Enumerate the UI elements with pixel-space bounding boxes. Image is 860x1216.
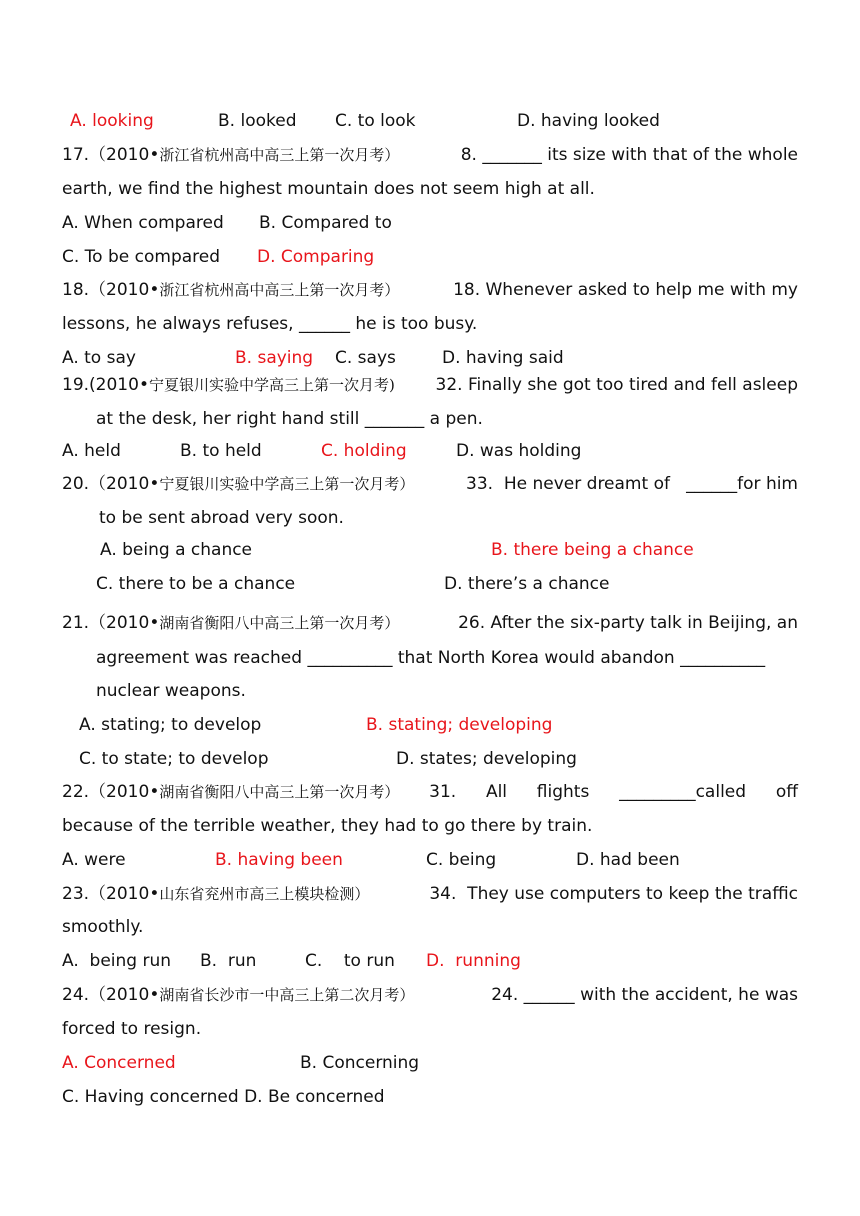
q23-option-a: A. being run: [62, 951, 172, 971]
q22-stem-w1: All: [485, 782, 508, 802]
q21-stem-cont-text: agreement was reached __________ that North Korea would abandon __________: [96, 648, 766, 668]
q16-option-b: B. looked: [218, 111, 297, 131]
q16-option-c: C. to look: [335, 111, 416, 131]
q24-dot: •: [149, 985, 160, 1005]
q23-header: [62, 883, 798, 905]
q19-stem-cont: at the desk, her right hand still _______ a pen.: [96, 409, 483, 429]
q22-option-a: A. were: [62, 850, 126, 870]
q18-dot: •: [149, 280, 160, 300]
q18-number: 18.（2010: [62, 280, 150, 300]
q24-option-a-answer: A. Concerned: [62, 1053, 176, 1073]
q18-option-a: A. to say: [62, 348, 136, 368]
q21-header: [62, 612, 798, 634]
q22-dot: •: [149, 782, 160, 802]
q18-option-b-answer: B. saying: [235, 348, 314, 368]
q22-option-d: D. had been: [576, 850, 680, 870]
q19-option-d: D. was holding: [456, 441, 582, 461]
q22-option-b-answer: B. having been: [215, 850, 343, 870]
q21-option-c: C. to state; to develop: [79, 749, 269, 769]
q18-source: 浙江省杭州高中高三上第一次月考）: [159, 281, 400, 299]
q20-source: 宁夏银川实验中学高三上第一次月考）: [159, 475, 415, 493]
q23-option-c: C. to run: [305, 951, 395, 971]
q20-header: [62, 473, 798, 495]
q22-stem-w2: flights: [536, 782, 590, 802]
q24-stem: 24. ______ with the accident, he was: [491, 985, 798, 1005]
q21-stem: 26. After the six-party talk in Beijing, an: [458, 613, 798, 633]
q21-option-a: A. stating; to develop: [79, 715, 262, 735]
q21-stem-cont2: nuclear weapons.: [96, 681, 246, 701]
q21-dot: •: [149, 613, 160, 633]
q17-number: 17.（2010: [62, 145, 150, 165]
q22-option-c: C. being: [426, 850, 497, 870]
q19-stem: 32. Finally she got too tired and fell asleep: [435, 375, 798, 395]
q21-option-b-answer: B. stating; developing: [366, 715, 553, 735]
q22-number: 22.（2010: [62, 782, 150, 802]
q17-option-c: C. To be compared: [62, 247, 221, 267]
q17-stem-cont: earth, we find the highest mountain does not seem high at all.: [62, 179, 595, 199]
q19-header: [62, 374, 798, 396]
q23-stem-cont: smoothly.: [62, 917, 144, 937]
q17-source: 浙江省杭州高中高三上第一次月考）: [159, 146, 400, 164]
q19-source: 宁夏银川实验中学高三上第一次月考): [148, 376, 395, 394]
q21-source: 湖南省衡阳八中高三上第一次月考）: [159, 614, 400, 632]
q23-stem: 34. They use computers to keep the traffic: [429, 884, 798, 904]
q20-option-a: A. being a chance: [100, 540, 253, 560]
q24-source: 湖南省长沙市一中高三上第二次月考）: [159, 986, 415, 1004]
q17-option-d-answer: D. Comparing: [257, 247, 375, 267]
q19-option-c-answer: C. holding: [321, 441, 407, 461]
q19-option-a: A. held: [62, 441, 121, 461]
q23-option-d-answer: D. running: [426, 951, 521, 971]
q23-option-b: B. run: [200, 951, 257, 971]
q17-stem: 8. _______ its size with that of the whole: [460, 145, 798, 165]
q18-stem-cont: lessons, he always refuses, ______ he is too busy.: [62, 314, 478, 334]
q22-stem-w0: 31.: [429, 782, 457, 802]
q20-dot: •: [149, 474, 160, 494]
q17-dot: •: [149, 145, 160, 165]
q22-source: 湖南省衡阳八中高三上第一次月考）: [159, 783, 400, 801]
q24-number: 24.（2010: [62, 985, 150, 1005]
q21-number: 21.（2010: [62, 613, 150, 633]
q23-dot: •: [149, 884, 160, 904]
q22-stem-cont: because of the terrible weather, they had to go there by train.: [62, 816, 593, 836]
q24-stem-cont: forced to resign.: [62, 1019, 202, 1039]
q23-source: 山东省兖州市高三上模块检测）: [159, 885, 370, 903]
q24-option-b: B. Concerning: [300, 1053, 420, 1073]
q18-header: [62, 279, 798, 301]
q17-header: [62, 144, 798, 166]
q24-header: [62, 984, 798, 1006]
q18-option-d: D. having said: [442, 348, 564, 368]
q24-option-cd: C. Having concerned D. Be concerned: [62, 1087, 385, 1107]
q21-option-d: D. states; developing: [396, 749, 577, 769]
q22-stem-w3: _________called: [619, 782, 747, 802]
q23-number: 23.（2010: [62, 884, 150, 904]
q20-option-c: C. there to be a chance: [96, 574, 296, 594]
q16-option-d: D. having looked: [517, 111, 660, 131]
q20-option-b-answer: B. there being a chance: [491, 540, 694, 560]
q17-option-a: A. When compared: [62, 213, 224, 233]
q22-stem-w4: off: [775, 782, 798, 802]
q20-stem: 33. He never dreamt of ______for him: [466, 474, 798, 494]
q19-option-b: B. to held: [180, 441, 262, 461]
q18-stem: 18. Whenever asked to help me with my: [453, 280, 798, 300]
q19-number: 19.(2010: [62, 375, 139, 395]
q20-number: 20.（2010: [62, 474, 150, 494]
q19-dot: •: [138, 375, 149, 395]
q17-option-b: B. Compared to: [259, 213, 392, 233]
q18-option-c: C. says: [335, 348, 396, 368]
q22-header: [62, 781, 798, 803]
q21-stem-cont: [96, 647, 798, 669]
q16-option-a-answer: A. looking: [70, 111, 154, 131]
q20-stem-cont: to be sent abroad very soon.: [99, 508, 344, 528]
q20-option-d: D. there’s a chance: [444, 574, 610, 594]
